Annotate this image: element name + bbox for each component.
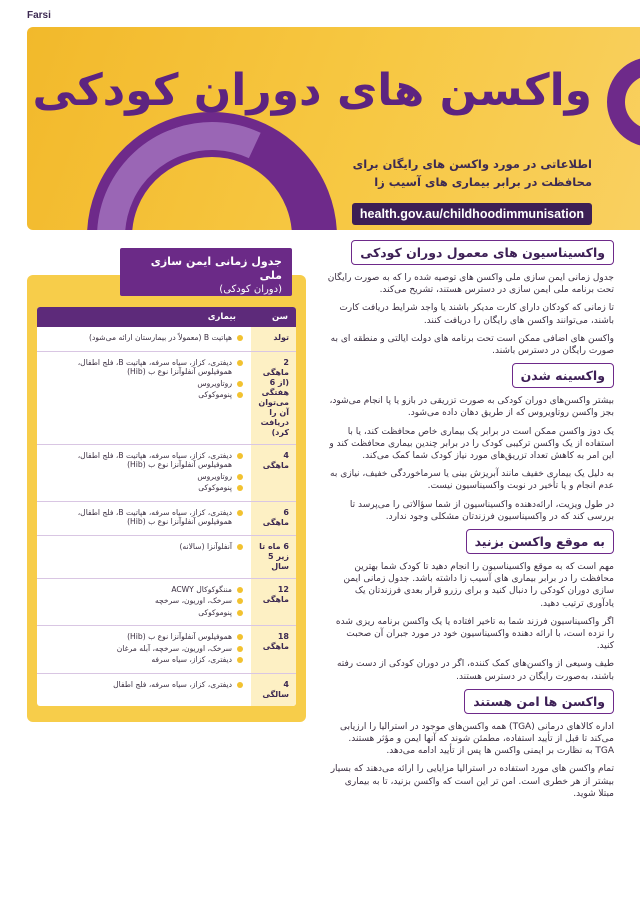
age-cell: 2 ماهگی (از 6 هفتگی می‌توان آن را دریافت کرد): [251, 352, 296, 444]
info-section: [327, 363, 614, 523]
age-cell: 4 ماهگی: [251, 445, 296, 501]
schedule-title-line2: (دوران کودکی): [219, 284, 282, 295]
disease-item: دیفتری، کزاز، سیاه سرفه: [43, 655, 243, 665]
section-heading: واکسن ها امن هستند: [464, 689, 614, 714]
disease-cell: [37, 674, 251, 706]
section-paragraph: اگر واکسیناسیون فرزند شما به تاخیر افتاده یا یک واکسن برنامه ریزی شده را نزده است، با ارائه دهنده واکسیناسیون خود در مورد جبران آن صحبت کنید.: [335, 616, 614, 652]
section-paragraph: جدول زمانی ایمن سازی ملی واکسن های توصیه شده را که به صورت رایگان تحت برنامه ملی ایمن سازی در دسترس هستند، تشریح می‌کند.: [327, 273, 614, 296]
table-header: [37, 307, 296, 327]
section-heading: واکسیناسیون های معمول دوران کودکی: [351, 240, 614, 265]
section-paragraph: تا زمانی که کودکان دارای کارت مدیکر باشند یا واجد شرایط دریافت کارت باشند، می‌توانند واکسن های رایگان را دریافت کنند.: [339, 303, 614, 326]
hero-banner: [27, 27, 640, 230]
age-cell: 4 سالگی: [251, 674, 296, 706]
info-section: [327, 529, 614, 683]
schedule-title-line1: جدول زمانی ایمن سازی ملی: [150, 255, 282, 282]
table-row: [37, 501, 296, 535]
table-row: [37, 535, 296, 578]
schedule-table: [37, 307, 296, 706]
info-section: [327, 240, 614, 357]
table-body: [37, 327, 296, 706]
disease-cell: [37, 502, 251, 535]
table-row: [37, 444, 296, 501]
section-heading: واکسینه شدن: [512, 363, 614, 388]
decorative-ring-right: [607, 57, 640, 147]
disease-item: آنفلوآنزا (سالانه): [43, 542, 243, 552]
column-header-disease: بیماری: [207, 312, 236, 322]
disease-item: دیفتری، کزاز، سیاه سرفه، هپاتیت B، فلج اطفال، هموفیلوس آنفلوآنزا نوع ب (Hib): [43, 508, 243, 527]
info-section: [327, 689, 614, 800]
disease-item: پنوموکوکی: [43, 608, 243, 618]
section-paragraph: طیف وسیعی از واکسن‌های کمک کننده، اگر در دوران کودکی از دست رفته باشند، به‌صورت رایگان در دسترس هستند.: [336, 659, 614, 682]
disease-item: پنوموکوکی: [43, 483, 243, 493]
table-row: [37, 673, 296, 706]
table-row: [37, 578, 296, 626]
table-row: [37, 327, 296, 351]
section-paragraph: به دلیل یک بیماری خفیف مانند آبریزش بینی یا سرماخوردگی خفیف، نیازی به عدم انجام و یا تأخیر در نوبت واکسیناسیون نیست.: [330, 469, 614, 492]
disease-item: مننگوکوکال ACWY: [43, 585, 243, 595]
disease-item: دیفتری، کزاز، سیاه سرفه، فلج اطفال: [43, 680, 243, 690]
section-paragraph: یک دوز واکسن ممکن است در برابر یک بیماری خاص محافظت کند، یا با استفاده از یک واکسن ترکیبی کودک را در برابر چندین بیماری محافظت کند و این امر به کاهش تعداد تزریق‌های مورد نیاز کودک شما کمک می‌کند.: [329, 426, 614, 462]
section-paragraph: بیشتر واکسن‌های دوران کودکی به صورت تزریقی در بازو یا پا انجام می‌شود، بجز واکسن روتاویروس که از طریق دهان داده می‌شود.: [329, 396, 614, 419]
language-label: Farsi: [27, 10, 51, 21]
section-heading: به موقع واکسن بزنید: [466, 529, 614, 554]
page-subtitle: اطلاعاتی در مورد واکسن های رایگان برای محافظت در برابر بیماری های آسیب زا: [352, 157, 592, 189]
disease-item: هموفیلوس آنفلوآنزا نوع ب (Hib): [43, 632, 243, 642]
disease-item: پنوموکوکی: [43, 390, 243, 400]
disease-cell: [37, 536, 251, 578]
disease-item: روتاویروس: [43, 379, 243, 389]
age-cell: 18 ماهگی: [251, 626, 296, 673]
section-paragraph: در طول ویزیت، ارائه‌دهنده واکسیناسیون از شما سؤالاتی را می‌پرسد تا بررسی کند که در واکسیناسیون فرزندتان مشکلی وجود ندارد.: [349, 499, 614, 522]
section-paragraph: اداره کالاهای درمانی (TGA) همه واکسن‌های موجود در استرالیا را ارزیابی می‌کند تا قبل از تأیید استفاده، مطمئن شوند که آنها ایمن و مؤثر هستند. TGA به نظارت بر ایمنی واکسن ها پس از تأیید ادامه می‌دهد.: [339, 721, 614, 757]
page-title: واکسن های دوران کودکی: [32, 65, 592, 116]
website-link[interactable]: health.gov.au/childhoodimmunisation: [352, 203, 592, 225]
schedule-title: [120, 248, 292, 296]
disease-item: هپاتیت B (معمولاً در بیمارستان ارائه می‌شود): [43, 333, 243, 343]
disease-item: دیفتری، کزاز، سیاه سرفه، هپاتیت B، فلج اطفال، هموفیلوس آنفلوآنزا نوع ب (Hib): [43, 451, 243, 470]
age-cell: تولد: [251, 327, 296, 351]
table-row: [37, 625, 296, 673]
age-cell: 6 ماه تا زیر 5 سال: [251, 536, 296, 578]
disease-cell: [37, 445, 251, 501]
info-sections: [327, 240, 614, 806]
disease-item: سرخک، اوریون، سرخچه: [43, 596, 243, 606]
age-cell: 6 ماهگی: [251, 502, 296, 535]
disease-cell: [37, 579, 251, 626]
disease-item: سرخک، اوریون، سرخچه، آبله مرغان: [43, 644, 243, 654]
section-paragraph: تمام واکسن های مورد استفاده در استرالیا مزایایی را ارائه می‌دهند که بسیار بیشتر از هر خطری است. امن تر این است که واکسن بزنید، تا به بیماری مبتلا شوید.: [330, 764, 614, 799]
disease-cell: [37, 327, 251, 351]
section-paragraph: واکسن های اضافی ممکن است تحت برنامه های دولت ایالتی و منطقه ای به صورت رایگان در دسترس باشند.: [330, 333, 614, 357]
disease-cell: [37, 626, 251, 673]
table-row: [37, 351, 296, 444]
disease-item: دیفتری، کزاز، سیاه سرفه، هپاتیت B، فلج اطفال، هموفیلوس آنفلوآنزا نوع ب (Hib): [43, 358, 243, 377]
age-cell: 12 ماهگی: [251, 579, 296, 626]
disease-cell: [37, 352, 251, 444]
section-paragraph: مهم است که به موقع واکسیناسیون را انجام دهید تا کودک شما بهترین محافظت را در برابر بیماری های آسیب زا داشته باشد. جدول زمانی ایمن سازی دوران کودکی را دنبال کنید و برای رزرو قرار بعدی فرزندتان یک یادآوری ترتیب دهید.: [343, 562, 614, 609]
column-header-age: سن: [271, 312, 288, 322]
disease-item: روتاویروس: [43, 472, 243, 482]
